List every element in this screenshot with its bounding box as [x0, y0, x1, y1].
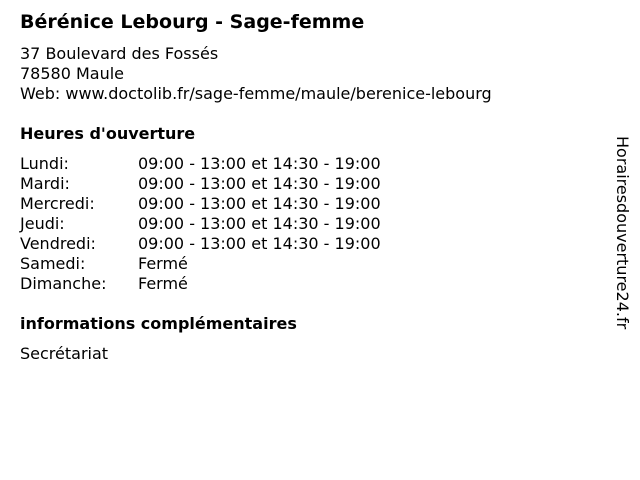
hours-value: 09:00 - 13:00 et 14:30 - 19:00	[138, 234, 381, 253]
opening-hours-heading: Heures d'ouverture	[20, 124, 196, 143]
hours-value: Fermé	[138, 274, 188, 293]
hours-value: 09:00 - 13:00 et 14:30 - 19:00	[138, 174, 381, 193]
website-line[interactable]: Web: www.doctolib.fr/sage-femme/maule/berenice-lebourg	[20, 84, 492, 103]
hours-value: 09:00 - 13:00 et 14:30 - 19:00	[138, 194, 381, 213]
day-label: Dimanche:	[20, 274, 107, 293]
hours-value: Fermé	[138, 254, 188, 273]
day-label: Mardi:	[20, 174, 70, 193]
hours-value: 09:00 - 13:00 et 14:30 - 19:00	[138, 214, 381, 233]
address-street: 37 Boulevard des Fossés	[20, 44, 219, 63]
brand-watermark: Horairesdouverture24.fr	[613, 136, 632, 330]
day-label: Samedi:	[20, 254, 86, 273]
address-city: 78580 Maule	[20, 64, 125, 83]
address-block	[20, 44, 492, 104]
hours-value: 09:00 - 13:00 et 14:30 - 19:00	[138, 154, 381, 173]
day-label: Vendredi:	[20, 234, 96, 253]
additional-info-heading: informations complémentaires	[20, 314, 297, 333]
additional-info-text: Secrétariat	[20, 344, 109, 363]
day-label: Mercredi:	[20, 194, 95, 213]
page-title: Bérénice Lebourg - Sage-femme	[20, 11, 365, 33]
day-label: Lundi:	[20, 154, 69, 173]
day-label: Jeudi:	[20, 214, 65, 233]
